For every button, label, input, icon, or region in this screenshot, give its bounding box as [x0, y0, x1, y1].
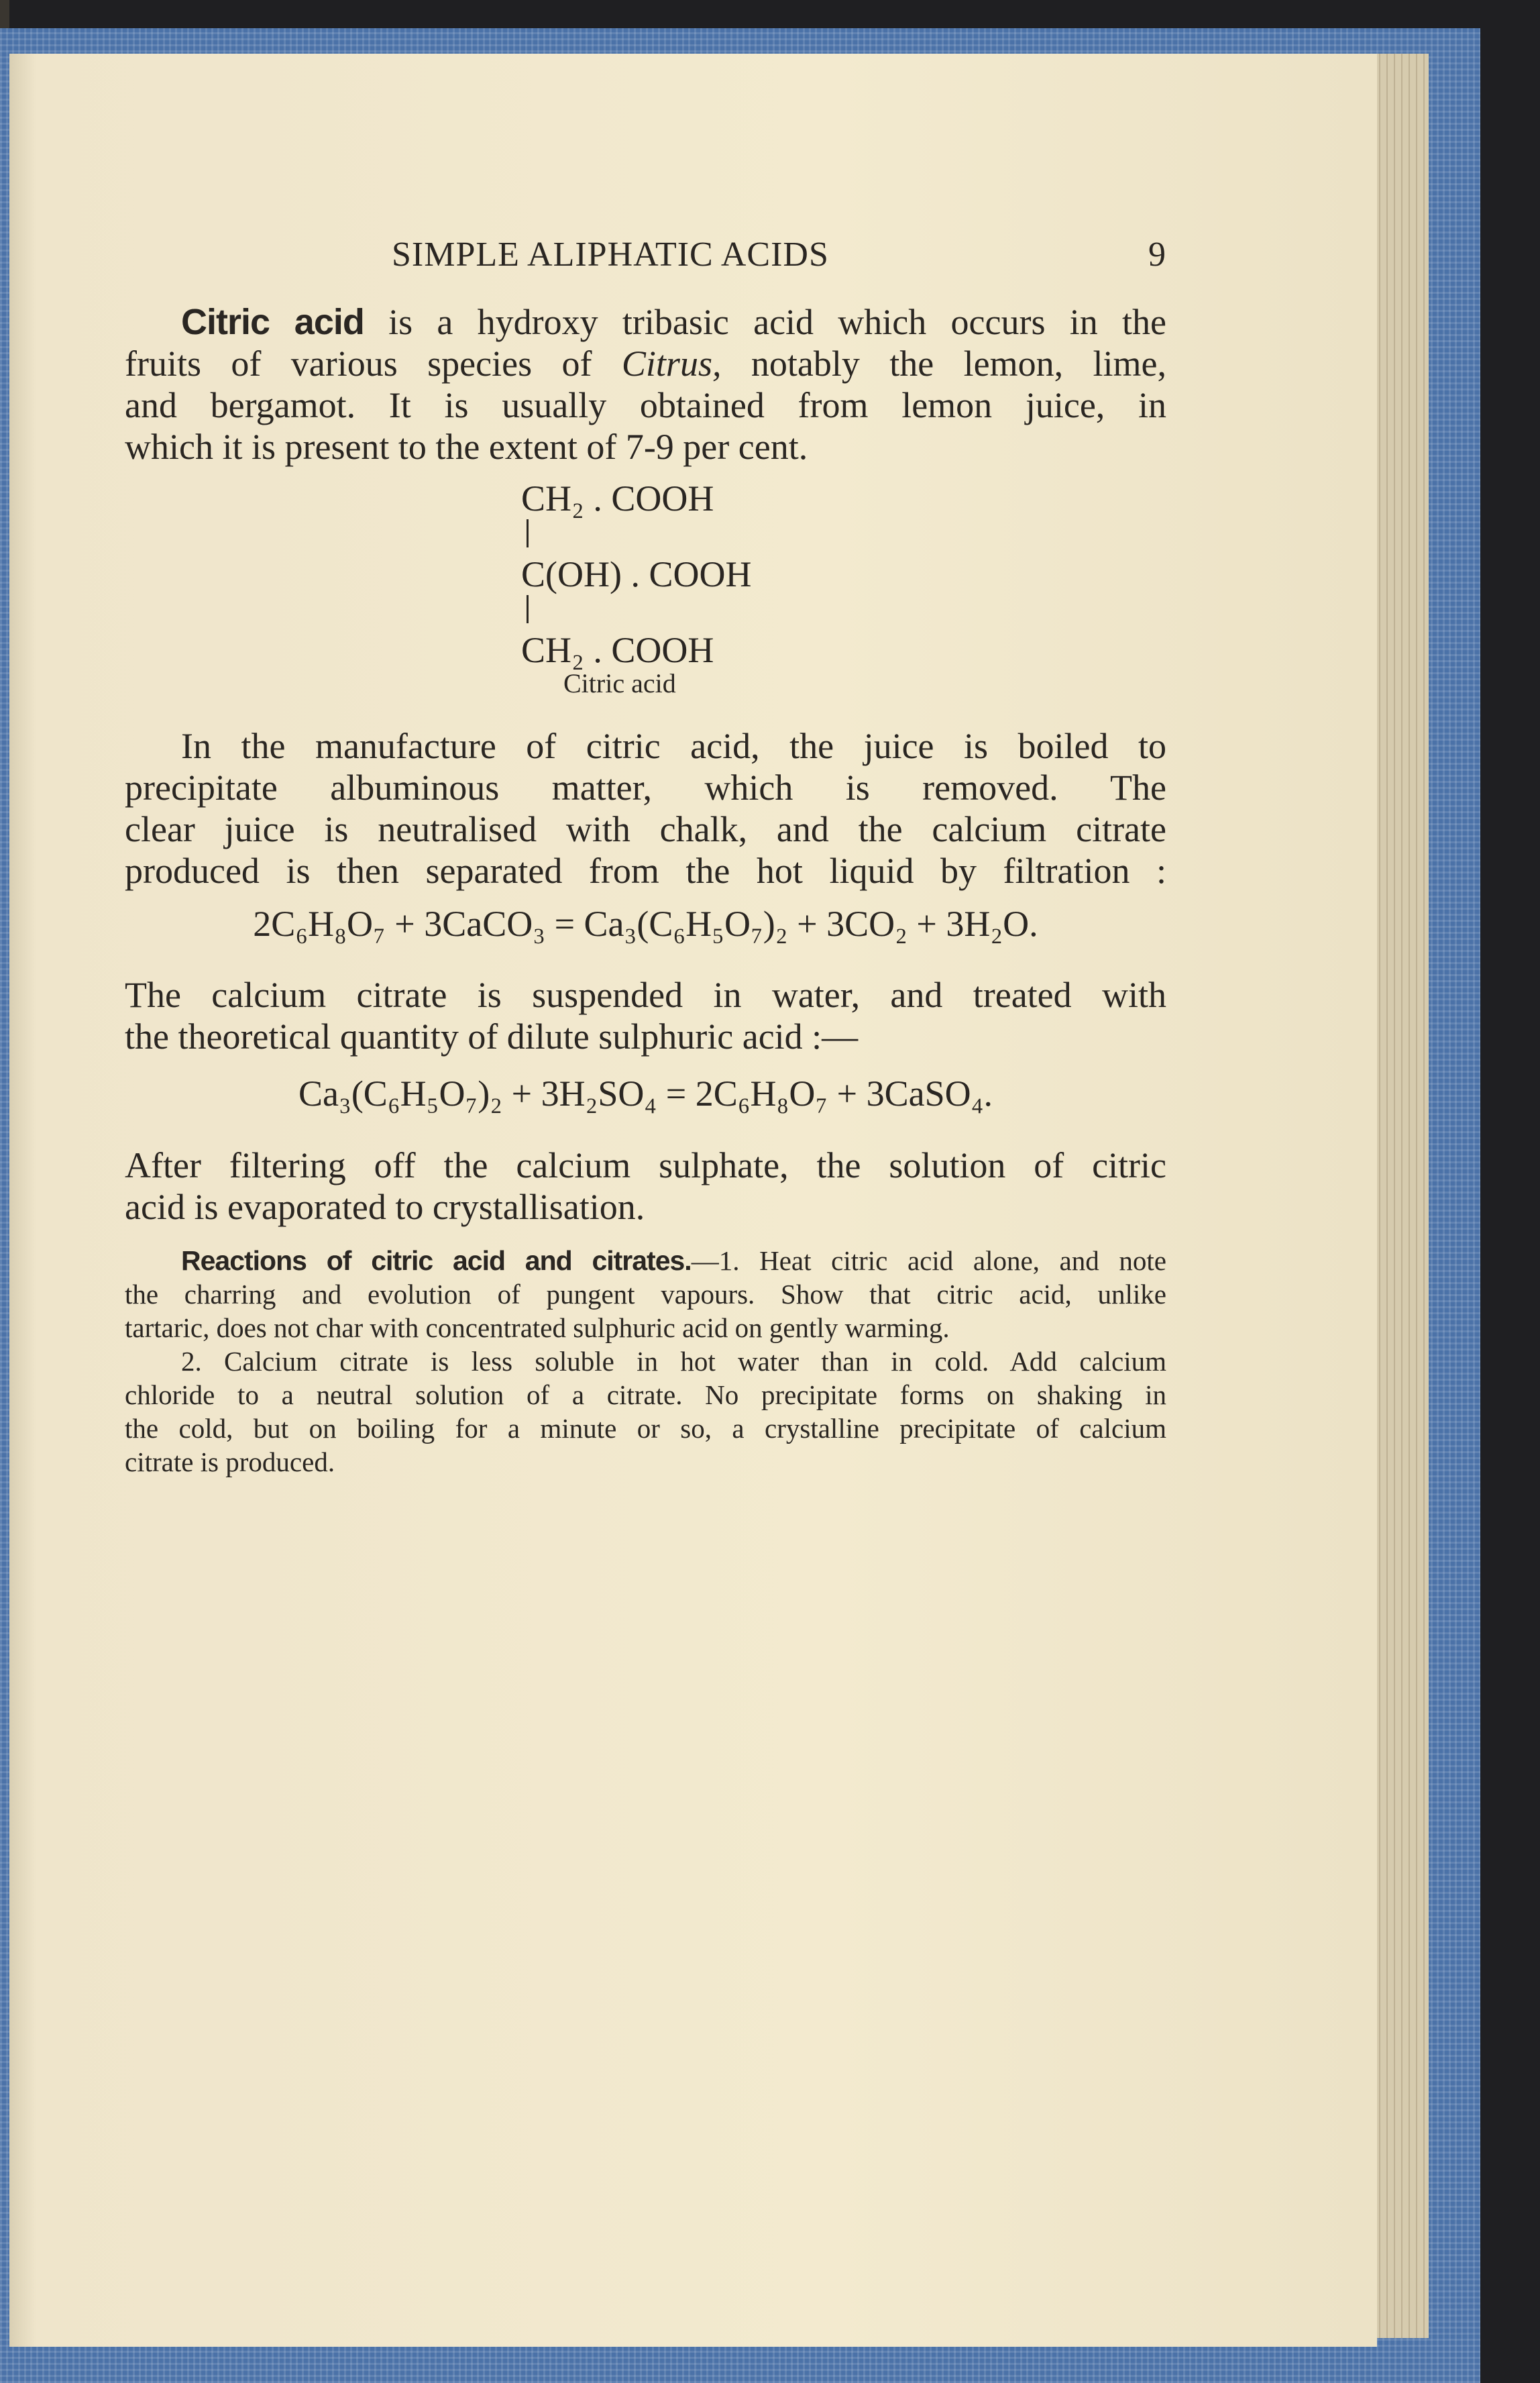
- text-line: clear juice is neutralised with chalk, and the calcium citrate: [125, 809, 1166, 849]
- text-line: precipitate albuminous matter, which is removed. The: [125, 767, 1166, 808]
- equation-2: Ca₃(C₆H₅O₇)₂ + 3H₂SO₄ = 2C₆H₈O₇ + 3CaSO₄.: [298, 1073, 993, 1114]
- text: is a hydroxy tribasic acid which occurs in the: [364, 302, 1166, 342]
- bond-line: [527, 595, 529, 623]
- reactions-section: [125, 1244, 1166, 1479]
- text-line: the charring and evolution of pungent vapours. Show that citric acid, unlike: [125, 1279, 1166, 1310]
- text: CH₂ . COOH: [521, 630, 714, 670]
- text: —1. Heat citric acid alone, and note: [691, 1245, 1166, 1276]
- text: notably the lemon, lime,: [721, 343, 1166, 384]
- text-line: the cold, but on boiling for a minute or so, a crystalline precipitate of calcium: [125, 1413, 1166, 1444]
- text-line: After filtering off the calcium sulphate, the solution of citric: [125, 1145, 1166, 1185]
- formula-caption: Citric acid: [563, 668, 676, 698]
- text: C(OH) . COOH: [521, 554, 752, 594]
- equation-1: 2C₆H₈O₇ + 3CaCO₃ = Ca₃(C₆H₅O₇)₂ + 3CO₂ + 3H₂O.: [253, 904, 1038, 944]
- paragraph-manufacture: [125, 725, 1166, 892]
- bond-line: [527, 519, 529, 547]
- paragraph-filtering: [125, 1145, 1166, 1228]
- text: CH₂ . COOH: [521, 478, 714, 519]
- text-line: and bergamot. It is usually obtained from lemon juice, in: [125, 385, 1166, 425]
- paragraph-suspension: [125, 974, 1166, 1057]
- formula-line: [521, 553, 752, 629]
- text-line: [125, 343, 1166, 384]
- section-heading: Reactions of citric acid and citrates.: [181, 1245, 692, 1276]
- paragraph-intro: [125, 301, 1166, 468]
- running-header: SIMPLE ALIPHATIC ACIDS: [392, 235, 829, 274]
- text-line: 2. Calcium citrate is less soluble in hot water than in cold. Add calcium: [181, 1346, 1166, 1377]
- text-line: citrate is produced.: [125, 1446, 335, 1477]
- text-line: the theoretical quantity of dilute sulphuric acid :—: [125, 1016, 859, 1057]
- page-number: 9: [1148, 235, 1166, 274]
- text-line: tartaric, does not char with concentrated sulphuric acid on gently warming.: [125, 1312, 950, 1343]
- formula-line: [521, 478, 752, 553]
- text-line: [125, 1244, 1166, 1277]
- text-line: In the manufacture of citric acid, the juice is boiled to: [181, 726, 1166, 766]
- term-heading: Citric acid: [181, 302, 364, 342]
- text-line: The calcium citrate is suspended in water, and treated with: [125, 975, 1166, 1015]
- text-line: produced is then separated from the hot liquid by filtration :: [125, 851, 1166, 891]
- italic-term: Citrus,: [621, 343, 722, 384]
- text-line: [125, 301, 1166, 343]
- text-line: which it is present to the extent of 7-9 per cent.: [125, 427, 808, 467]
- text-line: chloride to a neutral solution of a citrate. No precipitate forms on shaking in: [125, 1379, 1166, 1410]
- text-line: acid is evaporated to crystallisation.: [125, 1187, 645, 1227]
- text: fruits of various species of: [125, 343, 622, 384]
